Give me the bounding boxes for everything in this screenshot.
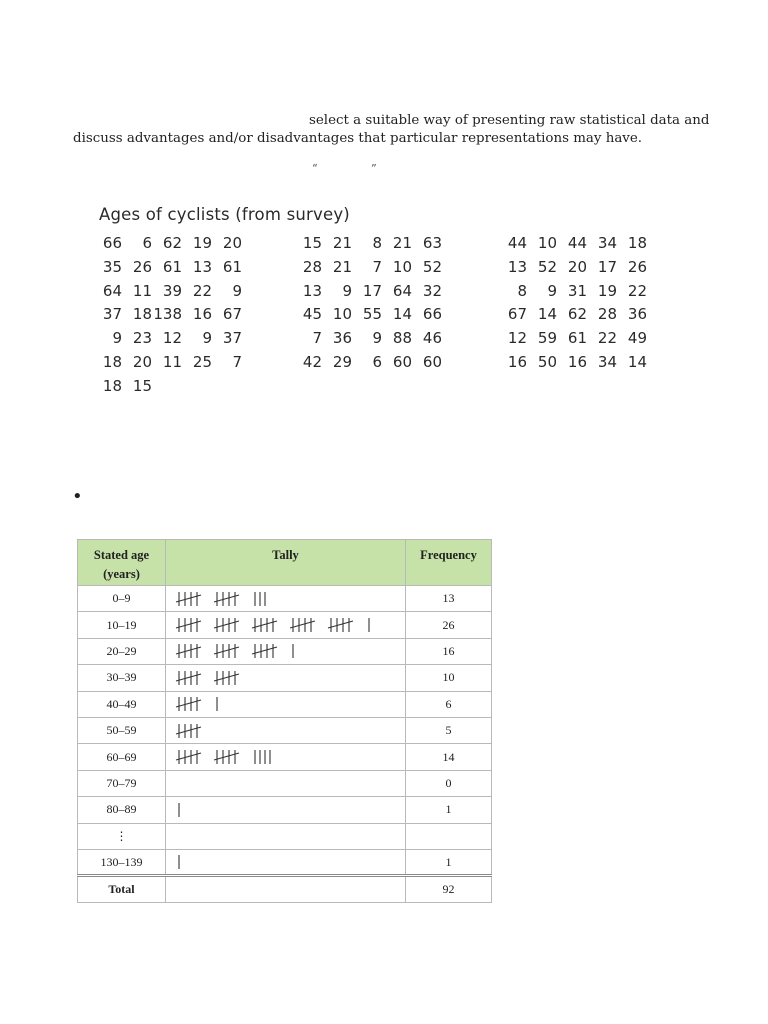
survey-value: 16 — [567, 352, 587, 371]
total-label: Total — [78, 876, 166, 902]
table-row — [78, 849, 492, 875]
tally-marks-icon — [174, 642, 297, 660]
tally-cell — [166, 586, 406, 612]
survey-value: 18 — [102, 376, 122, 395]
survey-value: 61 — [162, 257, 182, 276]
age-range-cell: 40–49 — [78, 691, 166, 717]
survey-value: 52 — [422, 257, 442, 276]
survey-value: 20 — [567, 257, 587, 276]
age-range-cell: 0–9 — [78, 586, 166, 612]
survey-title: Ages of cyclists (from survey) — [99, 205, 350, 224]
total-value: 92 — [406, 876, 492, 902]
survey-value: 60 — [422, 352, 442, 371]
survey-value: 10 — [537, 234, 557, 252]
survey-value: 49 — [627, 329, 647, 348]
survey-value: 61 — [567, 329, 587, 348]
survey-value: 61 — [222, 257, 242, 276]
intro-line-1: select a suitable way of presenting raw statistical data and — [309, 113, 710, 128]
tally-cell — [166, 797, 406, 823]
frequency-cell: 6 — [406, 691, 492, 717]
survey-value: 15 — [132, 376, 152, 395]
survey-value: 31 — [567, 281, 587, 300]
age-range-cell: 20–29 — [78, 638, 166, 664]
survey-value: 67 — [222, 305, 242, 324]
survey-value: 10 — [392, 257, 412, 276]
survey-value: 22 — [597, 329, 617, 348]
header-stated-age — [78, 540, 166, 586]
survey-value: 44 — [567, 234, 587, 252]
survey-value: 19 — [597, 281, 617, 300]
survey-value: 39 — [162, 281, 182, 300]
survey-value: 64 — [102, 281, 122, 300]
survey-value: 18 — [102, 352, 122, 371]
table-row — [78, 638, 492, 664]
survey-value: 13 — [192, 257, 212, 276]
frequency-table — [77, 539, 492, 903]
header-age-line-2: (years) — [103, 567, 140, 581]
survey-value: 18 — [132, 305, 152, 324]
survey-value: 9 — [112, 329, 122, 348]
age-range-cell: 80–89 — [78, 797, 166, 823]
table-row — [78, 691, 492, 717]
survey-value: 13 — [507, 257, 527, 276]
survey-value: 26 — [627, 257, 647, 276]
age-range-cell: 70–79 — [78, 770, 166, 796]
intro-line-2: discuss advantages and/or disadvantages that particular representations may have. — [73, 131, 643, 146]
table-row — [78, 770, 492, 796]
survey-value: 50 — [537, 352, 557, 371]
table-row — [78, 612, 492, 638]
tally-cell — [166, 823, 406, 849]
survey-value: 17 — [597, 257, 617, 276]
survey-value: 17 — [362, 281, 382, 300]
survey-value: 8 — [372, 234, 382, 252]
age-range-cell: 130–139 — [78, 849, 166, 875]
survey-value: 16 — [507, 352, 527, 371]
survey-value: 32 — [422, 281, 442, 300]
open-quote-mark: “ — [312, 162, 318, 175]
survey-value: 88 — [392, 329, 412, 348]
frequency-cell: 1 — [406, 797, 492, 823]
tally-marks-icon — [174, 669, 254, 687]
table-row — [78, 823, 492, 849]
survey-value: 62 — [567, 305, 587, 324]
frequency-cell: 26 — [406, 612, 492, 638]
tally-marks-icon — [174, 695, 221, 713]
survey-value: 21 — [332, 234, 352, 252]
header-frequency: Frequency — [406, 540, 492, 586]
survey-value: 9 — [232, 281, 242, 300]
survey-value: 15 — [302, 234, 322, 252]
survey-value: 42 — [302, 352, 322, 371]
survey-value: 138 — [153, 305, 182, 324]
table-row — [78, 717, 492, 743]
survey-value: 8 — [517, 281, 527, 300]
tally-cell — [166, 744, 406, 770]
survey-value: 12 — [507, 329, 527, 348]
survey-value: 26 — [132, 257, 152, 276]
survey-value: 23 — [132, 329, 152, 348]
tally-cell — [166, 665, 406, 691]
survey-value: 20 — [222, 234, 242, 252]
survey-value: 28 — [597, 305, 617, 324]
tally-cell — [166, 770, 406, 796]
survey-value: 62 — [162, 234, 182, 252]
bullet-point: • — [72, 486, 83, 507]
survey-value: 35 — [102, 257, 122, 276]
survey-value: 46 — [422, 329, 442, 348]
survey-value: 19 — [192, 234, 212, 252]
tally-cell — [166, 717, 406, 743]
header-tally: Tally — [166, 540, 406, 586]
survey-value: 28 — [302, 257, 322, 276]
tally-marks-icon — [174, 801, 183, 819]
survey-value: 7 — [372, 257, 382, 276]
survey-value: 34 — [597, 234, 617, 252]
survey-value: 13 — [302, 281, 322, 300]
age-range-cell: 60–69 — [78, 744, 166, 770]
survey-value: 63 — [422, 234, 442, 252]
survey-value: 67 — [507, 305, 527, 324]
survey-value: 9 — [372, 329, 382, 348]
survey-value: 12 — [162, 329, 182, 348]
survey-value: 6 — [142, 234, 152, 252]
survey-value: 14 — [392, 305, 412, 324]
survey-value: 29 — [332, 352, 352, 371]
header-age-line-1: Stated age — [93, 548, 150, 562]
frequency-cell: 0 — [406, 770, 492, 796]
survey-value: 14 — [537, 305, 557, 324]
tally-marks-icon — [174, 853, 183, 871]
age-range-cell: 10–19 — [78, 612, 166, 638]
table-row — [78, 665, 492, 691]
survey-value: 18 — [627, 234, 647, 252]
frequency-cell: 1 — [406, 849, 492, 875]
survey-value: 9 — [342, 281, 352, 300]
table-row — [78, 744, 492, 770]
survey-value: 25 — [192, 352, 212, 371]
total-row — [78, 876, 492, 902]
frequency-cell — [406, 823, 492, 849]
survey-value: 55 — [362, 305, 382, 324]
tally-cell — [166, 612, 406, 638]
survey-value: 59 — [537, 329, 557, 348]
total-tally-cell — [166, 876, 406, 902]
survey-value: 64 — [392, 281, 412, 300]
survey-value: 21 — [392, 234, 412, 252]
table-header-row — [78, 540, 492, 586]
frequency-cell: 14 — [406, 744, 492, 770]
tally-marks-icon — [174, 748, 274, 766]
survey-value: 36 — [627, 305, 647, 324]
survey-value: 44 — [507, 234, 527, 252]
age-range-cell: 50–59 — [78, 717, 166, 743]
survey-value: 9 — [202, 329, 212, 348]
survey-value: 6 — [372, 352, 382, 371]
survey-value: 60 — [392, 352, 412, 371]
survey-value: 7 — [232, 352, 242, 371]
survey-value: 37 — [102, 305, 122, 324]
survey-value: 10 — [332, 305, 352, 324]
tally-marks-icon — [174, 590, 269, 608]
age-range-cell: ⋮ — [78, 823, 166, 849]
survey-value: 34 — [597, 352, 617, 371]
survey-value: 21 — [332, 257, 352, 276]
survey-value: 14 — [627, 352, 647, 371]
survey-value: 9 — [547, 281, 557, 300]
survey-value: 11 — [132, 281, 152, 300]
frequency-cell: 10 — [406, 665, 492, 691]
frequency-cell: 16 — [406, 638, 492, 664]
frequency-cell: 13 — [406, 586, 492, 612]
survey-value: 20 — [132, 352, 152, 371]
tally-marks-icon — [174, 616, 373, 634]
table-row — [78, 586, 492, 612]
survey-value: 7 — [312, 329, 322, 348]
tally-cell — [166, 849, 406, 875]
tally-cell — [166, 691, 406, 717]
survey-value: 66 — [422, 305, 442, 324]
survey-value: 22 — [627, 281, 647, 300]
survey-value: 22 — [192, 281, 212, 300]
tally-cell — [166, 638, 406, 664]
survey-value: 52 — [537, 257, 557, 276]
survey-value: 11 — [162, 352, 182, 371]
survey-value: 36 — [332, 329, 352, 348]
frequency-cell: 5 — [406, 717, 492, 743]
table-row — [78, 797, 492, 823]
survey-value: 45 — [302, 305, 322, 324]
close-quote-mark: ” — [371, 162, 377, 175]
survey-value: 16 — [192, 305, 212, 324]
age-range-cell: 30–39 — [78, 665, 166, 691]
tally-marks-icon — [174, 722, 216, 740]
survey-value: 37 — [222, 329, 242, 348]
survey-value: 66 — [102, 234, 122, 252]
